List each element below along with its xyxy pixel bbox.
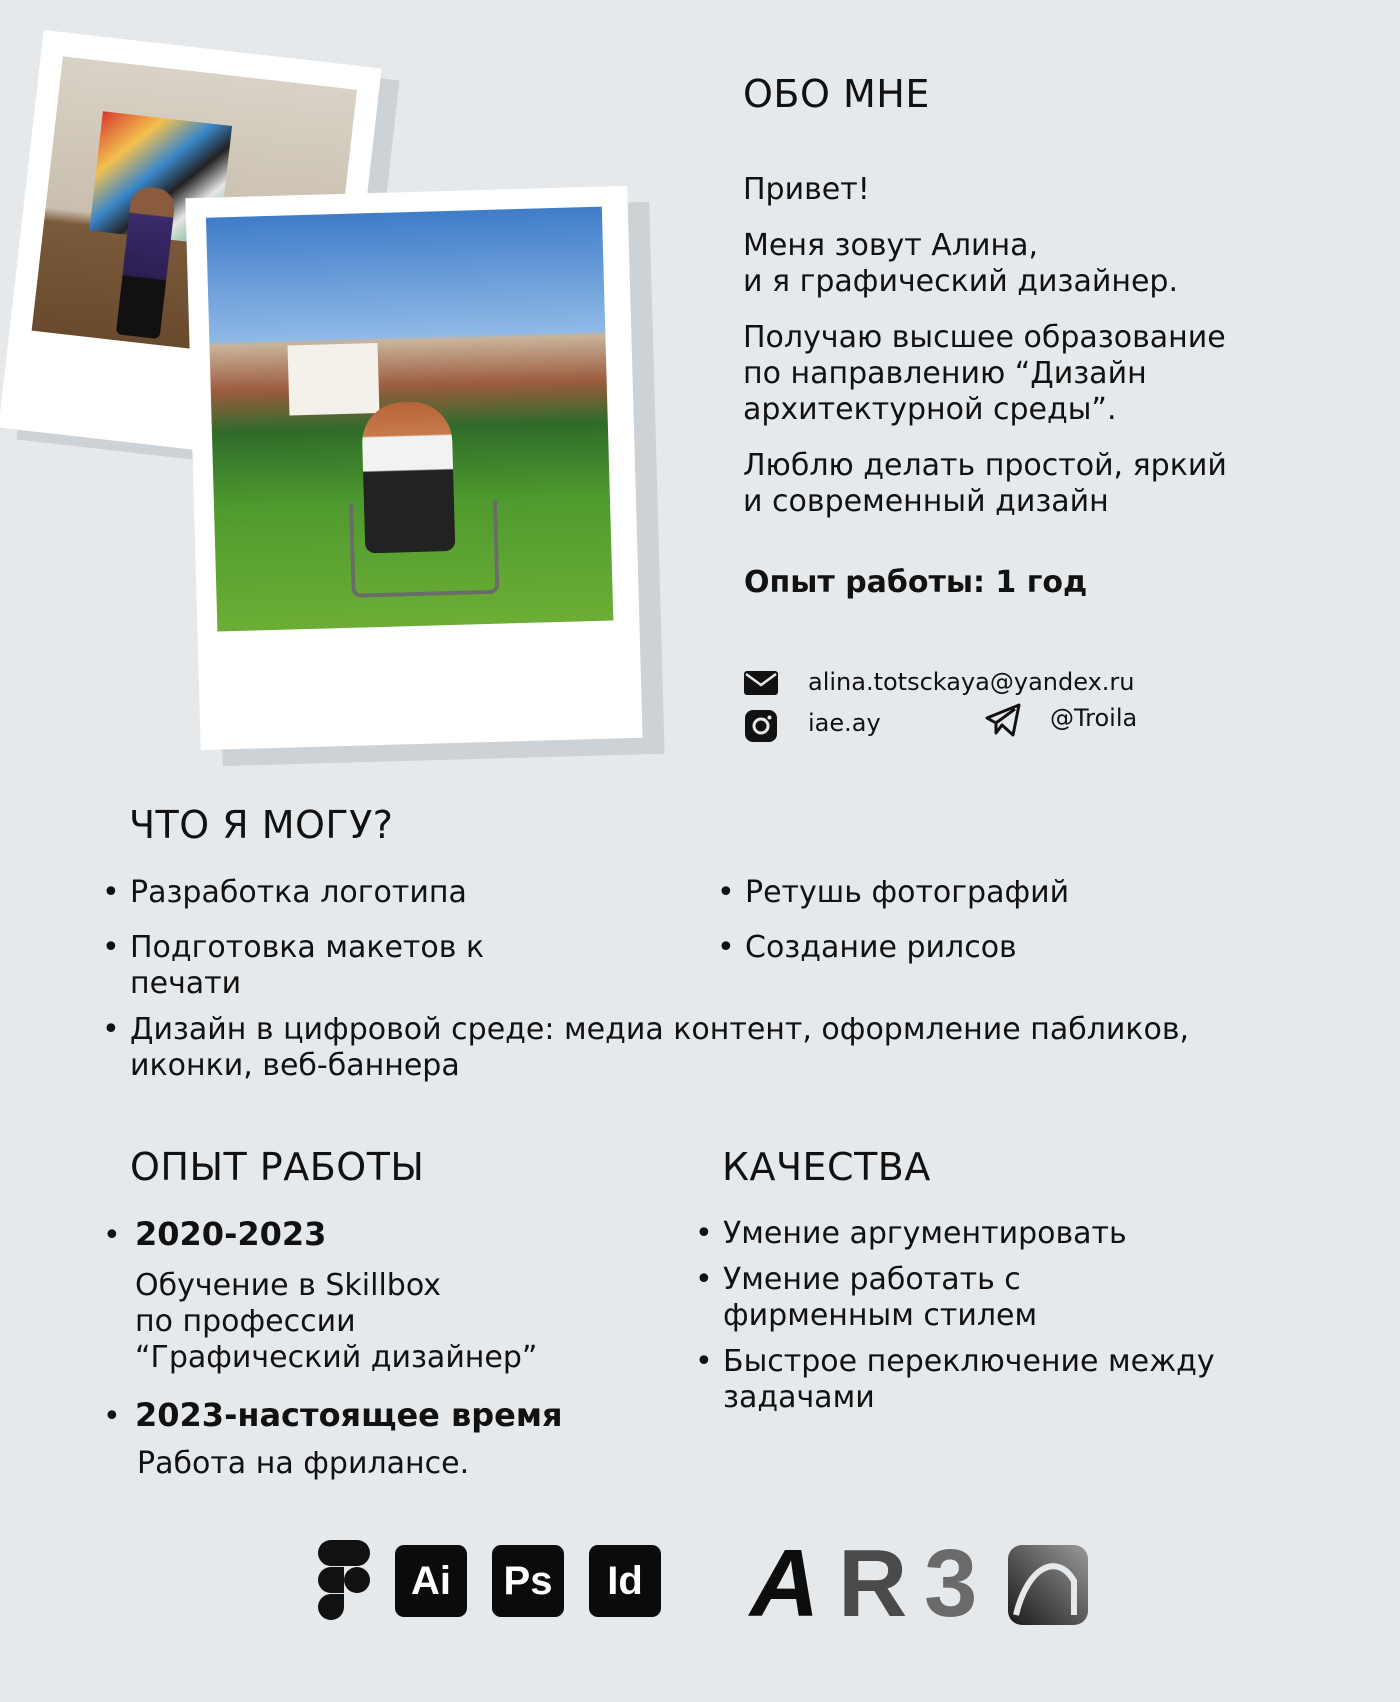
skill-label: Дизайн в цифровой среде: медиа контент, оформление пабликов, <box>130 1012 1190 1047</box>
outdoor-screen <box>288 343 380 415</box>
skill-item <box>102 930 485 966</box>
skill-item-continuation: иконки, веб-баннера <box>130 1048 460 1083</box>
skill-label: Подготовка макетов к <box>130 930 485 965</box>
autocad-logo: A <box>750 1530 820 1637</box>
skill-item <box>717 875 1070 911</box>
bullet: • <box>103 1218 121 1253</box>
about-education-line: Получаю высшее образование <box>743 320 1226 355</box>
quality-label: Умение работать с <box>723 1262 1021 1297</box>
quality-item <box>695 1216 1127 1252</box>
quality-label: Умение аргументировать <box>723 1216 1127 1251</box>
email-link[interactable]: alina.totsckaya@yandex.ru <box>808 668 1135 696</box>
skill-item-continuation: печати <box>130 966 242 1001</box>
about-name-line: Меня зовут Алина, <box>743 228 1039 263</box>
quality-item-continuation: фирменным стилем <box>723 1298 1038 1333</box>
bullet: • <box>695 1344 713 1379</box>
telegram-link[interactable]: @Troila <box>1050 704 1138 732</box>
work-experience-summary: Опыт работы: 1 год <box>744 565 1088 600</box>
photo-park-image <box>206 207 613 632</box>
skills-title: ЧТО Я МОГУ? <box>129 803 394 847</box>
about-education-line: архитектурной среды”. <box>743 392 1117 427</box>
about-style-line: и современный дизайн <box>743 484 1109 519</box>
bullet: • <box>717 930 735 965</box>
about-education-line: по направлению “Дизайн <box>743 356 1147 391</box>
bullet: • <box>102 1012 120 1047</box>
3dsmax-logo: 3 <box>924 1530 978 1637</box>
instagram-icon <box>745 710 777 742</box>
experience-description: Работа на фрилансе. <box>137 1446 470 1481</box>
polaroid-photo-park <box>185 186 642 750</box>
quality-item-continuation: задачами <box>723 1380 875 1415</box>
bullet: • <box>103 1399 121 1434</box>
bullet: • <box>102 875 120 910</box>
skill-item <box>717 930 1017 966</box>
revit-logo: R <box>838 1530 908 1637</box>
quality-item <box>695 1344 1215 1380</box>
quality-label: Быстрое переключение между <box>723 1344 1215 1379</box>
bullet: • <box>695 1216 713 1251</box>
archicad-icon <box>1008 1545 1088 1625</box>
about-name-line: и я графический дизайнер. <box>743 264 1178 299</box>
instagram-link[interactable]: iae.ay <box>808 709 881 737</box>
figma-icon <box>318 1540 370 1620</box>
bullet: • <box>717 875 735 910</box>
telegram-icon <box>985 703 1021 737</box>
quality-item <box>695 1262 1021 1298</box>
experience-title: ОПЫТ РАБОТЫ <box>130 1145 425 1189</box>
bullet: • <box>695 1262 713 1297</box>
qualities-title: КАЧЕСТВА <box>722 1145 931 1189</box>
experience-description: “Графический дизайнер” <box>135 1340 538 1375</box>
skill-label: Создание рилсов <box>745 930 1017 965</box>
experience-period: 2023-настоящее время <box>135 1396 563 1434</box>
skill-label: Разработка логотипа <box>130 875 467 910</box>
mail-icon <box>744 671 778 695</box>
experience-period: 2020-2023 <box>135 1215 327 1253</box>
about-title: ОБО МНЕ <box>743 72 930 116</box>
skill-label: Ретушь фотографий <box>745 875 1070 910</box>
skill-item <box>102 1012 1190 1048</box>
photoshop-icon: Ps <box>492 1545 564 1617</box>
skill-item <box>102 875 467 911</box>
about-style-line: Люблю делать простой, яркий <box>743 448 1227 483</box>
person-figure <box>361 401 455 553</box>
bullet: • <box>102 930 120 965</box>
about-greeting: Привет! <box>743 172 870 207</box>
indesign-icon: Id <box>589 1545 661 1617</box>
illustrator-icon: Ai <box>395 1545 467 1617</box>
experience-description: по профессии <box>135 1304 356 1339</box>
experience-description: Обучение в Skillbox <box>135 1268 442 1303</box>
